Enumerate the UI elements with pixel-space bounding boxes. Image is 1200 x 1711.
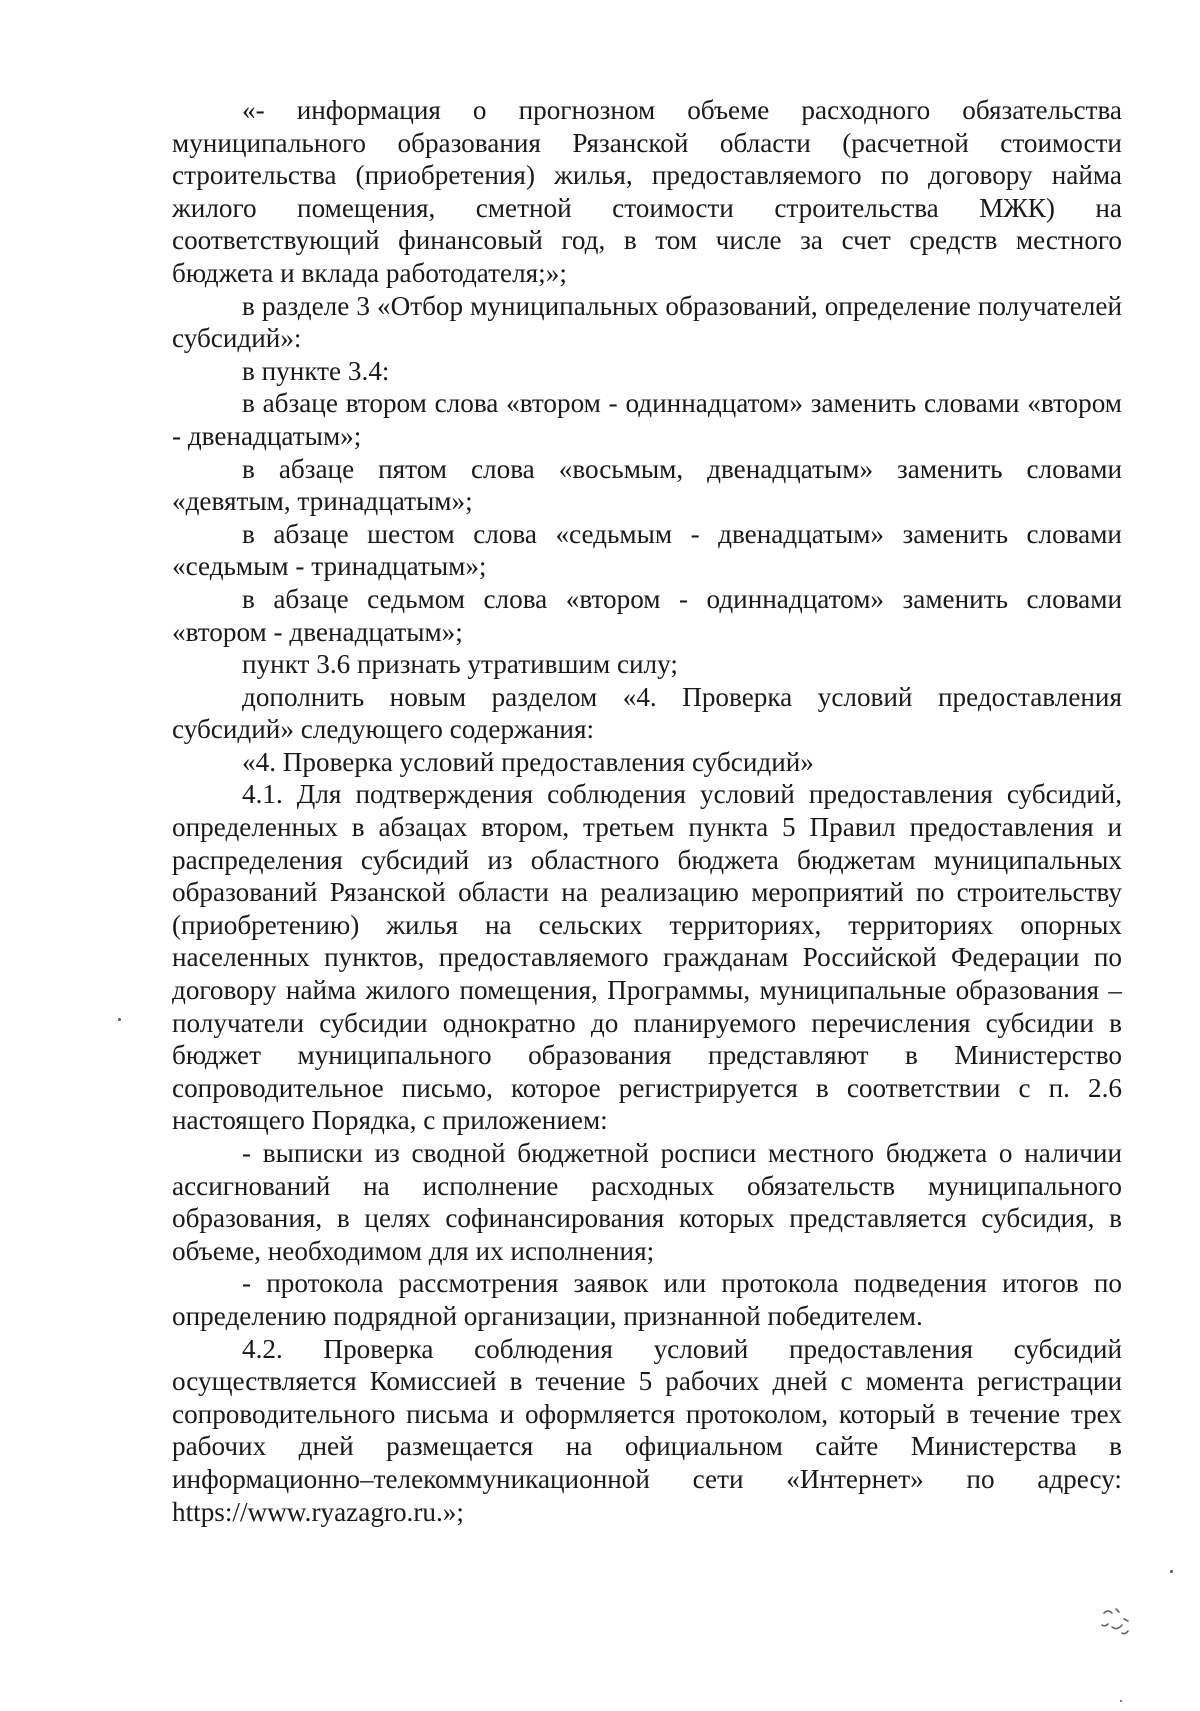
paragraph-4-1: 4.1. Для подтверждения соблюдения условий предоставления субсидий, определенных в абзацах втором, третьем пункта 5 Правил предоставления и распределения субсидий из областного бюджета бюджетам муниципальных образований Рязанской области на реализацию мероприятий по строительству (приобретению) жилья на сельских территориях, территориях опорных населенных пунктов, предоставляемого гражданам Российской Федерации по договору найма жилого помещения, Программы, муниципальные образования – получатели субсидии однократно до планируемого перечисления субсидии в бюджет муниципального образования представляют в Министерство сопроводительное письмо, которое регистрируется в соответствии с п. 2.6 настоящего Порядка, с приложением: — [172, 779, 1122, 1136]
scan-dot — [1120, 1700, 1122, 1702]
paragraph-add-section: дополнить новым разделом «4. Проверка условий предоставления субсидий» следующего содержания: — [172, 681, 1122, 745]
document-body — [172, 94, 1122, 1528]
paragraph-extract: - выписки из сводной бюджетной росписи местного бюджета о наличии ассигнований на исполнение расходных обязательств муниципального образования, в целях софинансирования которых представляется субсидия, в объеме, необходимом для их исполнения; — [172, 1138, 1122, 1266]
scan-stamp-mark-icon — [1098, 1605, 1134, 1639]
paragraph-point-3-4: в пункте 3.4: — [242, 355, 390, 386]
paragraph-point-3-6: пункт 3.6 признать утратившим силу; — [242, 649, 678, 680]
paragraph-protocol: - протокола рассмотрения заявок или протокола подведения итогов по определению подрядной организации, признанной победителем. — [172, 1268, 1122, 1331]
paragraph-abz-2: в абзаце втором слова «втором - одиннадцатом» заменить словами «втором - двенадцатым»; — [172, 388, 1122, 451]
scan-dot — [1170, 1570, 1173, 1573]
paragraph-info-forecast: «- информация о прогнозном объеме расходного обязательства муниципального образования Рязанской области (расчетной стоимости строительства (приобретения) жилья, предоставляемого по договору найма жилого помещения, сметной стоимости строительства МЖК) на соответствующий финансовый год, в том числе за счет средств местного бюджета и вклада работодателя;»; — [172, 95, 1122, 288]
paragraph-abz-7: в абзаце седьмом слова «втором - одиннадцатом» заменить словами «втором - двенадцатым»; — [172, 583, 1122, 647]
paragraph-abz-6: в абзаце шестом слова «седьмым - двенадцатым» заменить словами «седьмым - тринадцатым»; — [172, 518, 1122, 582]
paragraph-4-2: 4.2. Проверка соблюдения условий предоставления субсидий осуществляется Комиссией в течение 5 рабочих дней с момента регистрации сопроводительного письма и оформляется протоколом, который в течение трех рабочих дней размещается на официальном сайте Министерства в информационно–телекоммуникационной сети «Интернет» по адресу: https://www.ryazagro.ru.»; — [172, 1333, 1122, 1527]
paragraph-abz-5: в абзаце пятом слова «восьмым, двенадцатым» заменить словами «девятым, тринадцатым»; — [172, 453, 1122, 517]
paragraph-section-3: в разделе 3 «Отбор муниципальных образований, определение получателей субсидий»: — [172, 290, 1122, 354]
section-4-heading: «4. Проверка условий предоставления субсидий» — [242, 746, 814, 777]
scan-dot — [118, 1018, 121, 1021]
